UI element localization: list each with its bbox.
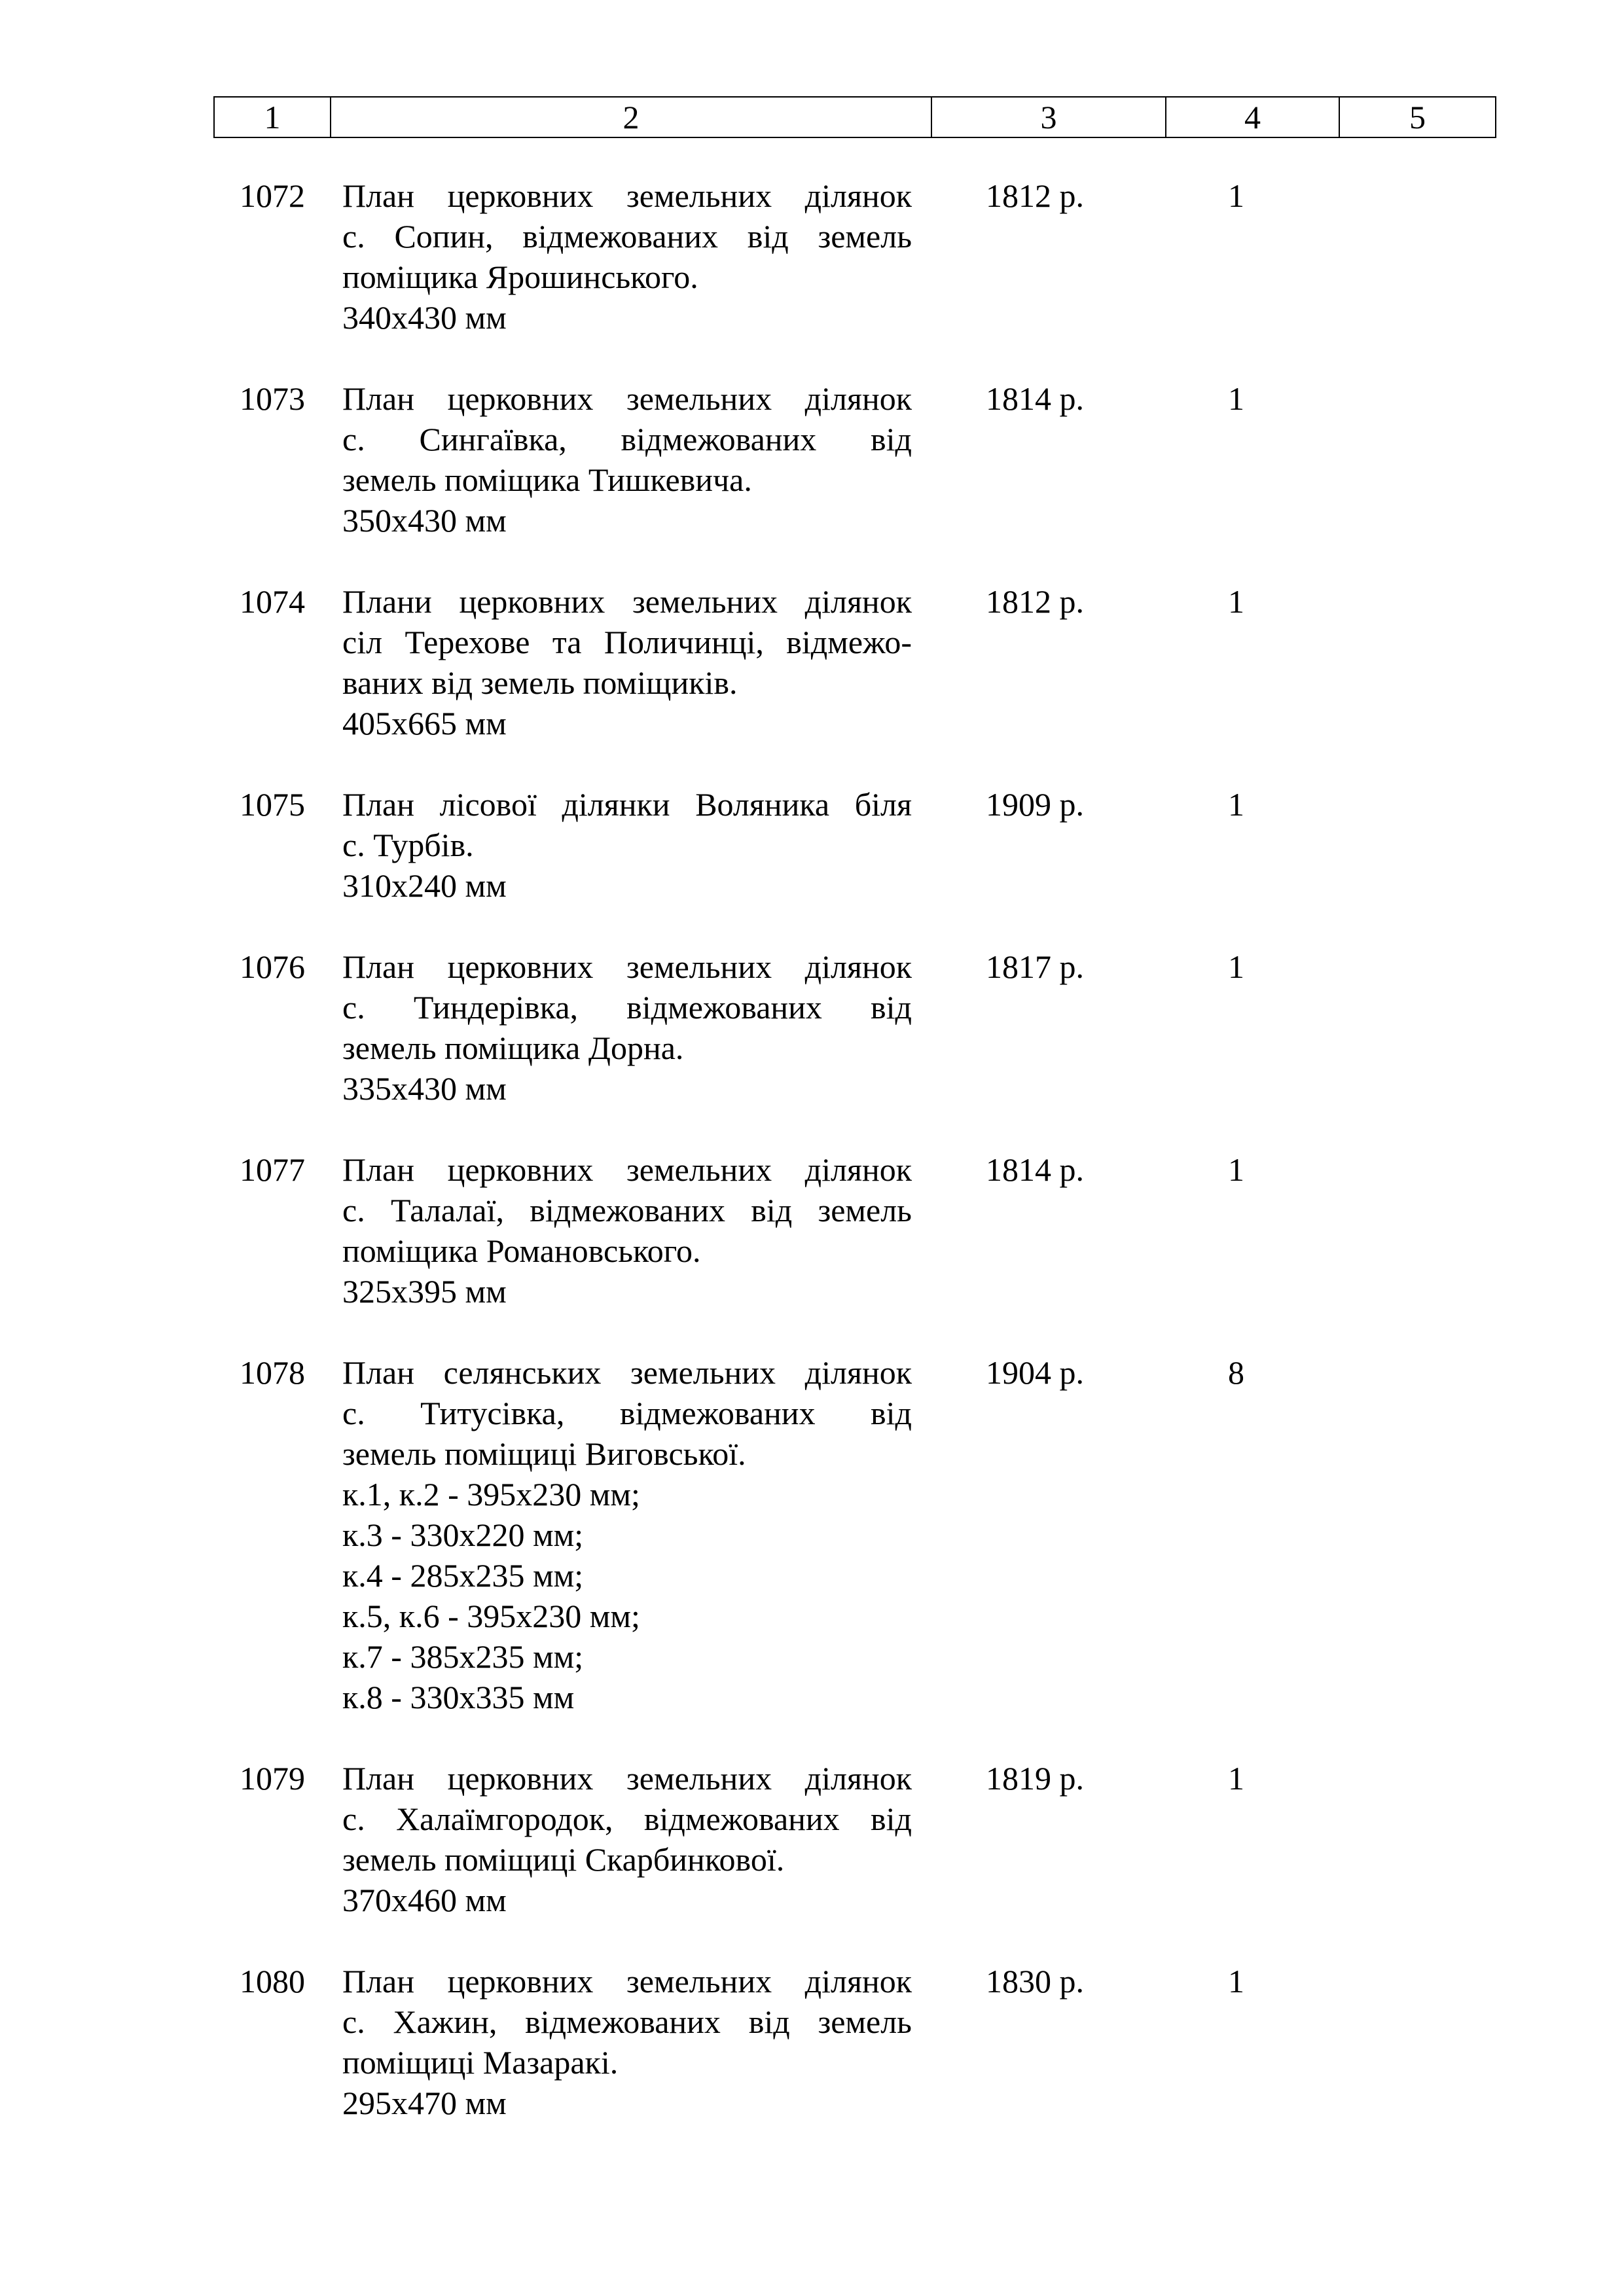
entry-description	[342, 1758, 912, 1920]
description-line: План церковних земельних ділянок	[342, 380, 912, 417]
description-line: поміщиці Мазаракі.	[342, 2044, 619, 2081]
description-line: 325х395 мм	[342, 1273, 507, 1310]
entry-description	[342, 784, 912, 906]
list-item	[213, 175, 1495, 338]
entry-number: 1076	[240, 948, 305, 985]
description-line: 370х460 мм	[342, 1882, 507, 1918]
list-item	[213, 946, 1495, 1109]
description-line: с. Турбів.	[342, 827, 474, 863]
description-line: с. Талалаї, відмежованих від земель	[342, 1192, 912, 1229]
entry-sheet-count: 8	[1228, 1354, 1244, 1391]
description-line: к.8 - 330х335 мм	[342, 1679, 575, 1715]
entry-date: 1812 р.	[986, 177, 1084, 214]
description-line: План церковних земельних ділянок	[342, 1760, 912, 1797]
entry-description	[342, 581, 912, 744]
entry-date: 1814 р.	[986, 1151, 1084, 1188]
entry-number: 1075	[240, 786, 305, 823]
description-line: к.4 - 285х235 мм;	[342, 1557, 584, 1594]
column-header-row	[214, 97, 1496, 137]
description-line: 350х430 мм	[342, 502, 507, 539]
entry-date: 1830 р.	[986, 1963, 1084, 2000]
column-header-5: 5	[1339, 97, 1496, 137]
description-line: 335х430 мм	[342, 1070, 507, 1107]
entry-sheet-count: 1	[1228, 380, 1244, 417]
entry-date: 1819 р.	[986, 1760, 1084, 1797]
entry-description	[342, 946, 912, 1109]
entry-description	[342, 1149, 912, 1312]
list-item	[213, 1758, 1495, 1920]
entry-sheet-count: 1	[1228, 177, 1244, 214]
entry-sheet-count: 1	[1228, 786, 1244, 823]
description-line: План церковних земельних ділянок	[342, 1151, 912, 1188]
entry-date: 1904 р.	[986, 1354, 1084, 1391]
description-line: 405х665 мм	[342, 705, 507, 742]
entry-number: 1078	[240, 1354, 305, 1391]
description-line: с. Хажин, відмежованих від земель	[342, 2003, 912, 2040]
entry-date: 1812 р.	[986, 583, 1084, 620]
description-line: с. Тиндерівка, відмежованих від	[342, 989, 912, 1026]
entry-sheet-count: 1	[1228, 1151, 1244, 1188]
column-header-table	[213, 96, 1496, 138]
description-line: 295х470 мм	[342, 2085, 507, 2121]
list-item	[213, 784, 1495, 906]
entry-number: 1073	[240, 380, 305, 417]
description-line: План церковних земельних ділянок	[342, 1963, 912, 2000]
description-line: к.5, к.6 - 395х230 мм;	[342, 1598, 640, 1634]
description-line: Плани церковних земельних ділянок	[342, 583, 912, 620]
column-header-4: 4	[1166, 97, 1339, 137]
description-line: с. Халаїмгородок, відмежованих від	[342, 1801, 912, 1837]
list-item	[213, 581, 1495, 744]
entry-description	[342, 378, 912, 541]
description-line: земель поміщика Дорна.	[342, 1030, 684, 1066]
column-header-3: 3	[931, 97, 1166, 137]
entry-sheet-count: 1	[1228, 583, 1244, 620]
description-line: к.7 - 385х235 мм;	[342, 1638, 584, 1675]
entry-description	[342, 175, 912, 338]
description-line: План лісової ділянки Воляника біля	[342, 786, 912, 823]
description-line: к.3 - 330х220 мм;	[342, 1516, 584, 1553]
description-line: поміщика Романовського.	[342, 1232, 701, 1269]
list-item	[213, 378, 1495, 541]
list-item	[213, 1149, 1495, 1312]
entry-date: 1814 р.	[986, 380, 1084, 417]
entry-number: 1072	[240, 177, 305, 214]
description-line: земель поміщика Тишкевича.	[342, 461, 752, 498]
list-item	[213, 1961, 1495, 2123]
description-line: с. Титусівка, відмежованих від	[342, 1395, 912, 1431]
description-line: к.1, к.2 - 395х230 мм;	[342, 1476, 640, 1513]
description-line: земель поміщиці Скарбинкової.	[342, 1841, 785, 1878]
description-line: с. Сингаївка, відмежованих від	[342, 421, 912, 457]
column-header-1: 1	[214, 97, 331, 137]
description-line: План церковних земельних ділянок	[342, 948, 912, 985]
column-header-2: 2	[331, 97, 931, 137]
description-line: сіл Терехове та Поличинці, відмежо-	[342, 624, 912, 660]
description-line: 340х430 мм	[342, 299, 507, 336]
description-line: 310х240 мм	[342, 867, 507, 904]
entry-sheet-count: 1	[1228, 1963, 1244, 2000]
entry-date: 1909 р.	[986, 786, 1084, 823]
description-line: с. Сопин, відмежованих від земель	[342, 218, 912, 255]
description-line: План церковних земельних ділянок	[342, 177, 912, 214]
list-item	[213, 1352, 1495, 1717]
entry-sheet-count: 1	[1228, 1760, 1244, 1797]
entry-number: 1080	[240, 1963, 305, 2000]
entry-description	[342, 1961, 912, 2123]
description-line: земель поміщиці Виговської.	[342, 1435, 746, 1472]
description-line: ваних від земель поміщиків.	[342, 664, 738, 701]
entry-number: 1077	[240, 1151, 305, 1188]
entry-number: 1079	[240, 1760, 305, 1797]
entry-description	[342, 1352, 912, 1717]
description-line: План селянських земельних ділянок	[342, 1354, 912, 1391]
entry-number: 1074	[240, 583, 305, 620]
entry-date: 1817 р.	[986, 948, 1084, 985]
description-line: поміщика Ярошинського.	[342, 259, 698, 295]
entry-sheet-count: 1	[1228, 948, 1244, 985]
